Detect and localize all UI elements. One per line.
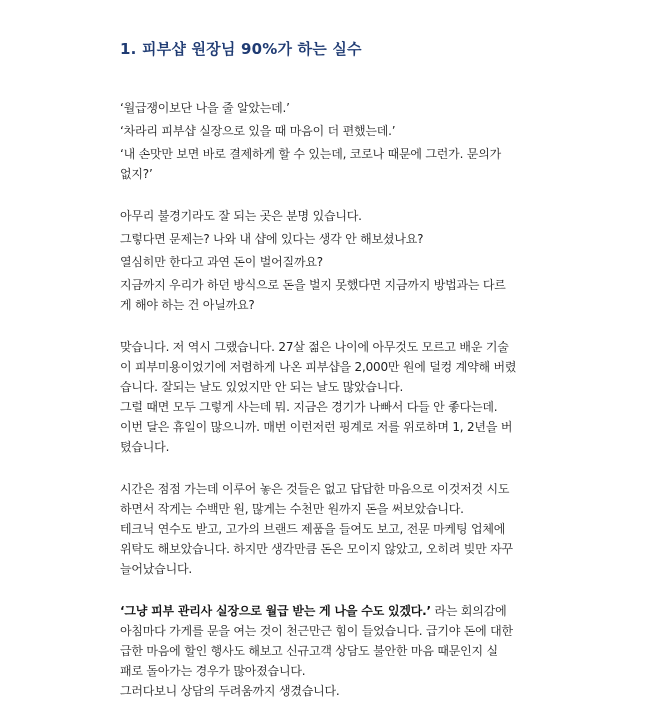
text-line: 늘어났습니다. xyxy=(120,562,192,576)
text-line: 맞습니다. 저 역시 그랬습니다. 27살 젊은 나이에 아무것도 모르고 배운 기술 xyxy=(120,340,509,354)
text-line: 위탁도 해보았습니다. 하지만 생각만큼 돈은 모이지 않았고, 오히려 빚만 자꾸 xyxy=(120,542,513,556)
text-line: 습니다. 잘되는 날도 있었지만 안 되는 날도 많았습니다. xyxy=(120,380,404,394)
text-line: 시간은 점점 가는데 이루어 놓은 것들은 없고 답답한 마음으로 이것저것 시도 xyxy=(120,482,510,496)
text-line: 지금까지 우리가 하던 방식으로 돈을 벌지 못했다면 지금까지 방법과는 다르 xyxy=(120,278,506,292)
text-line: 이번 달은 휴일이 많으니까. 매번 이런저런 핑계로 저를 위로하며 1, 2년을 버 xyxy=(120,420,513,434)
text-line: 아침마다 가게를 문을 여는 것이 천근만근 힘이 들었습니다. 급기야 돈에 대한 xyxy=(120,624,513,638)
paragraph-3 xyxy=(120,337,550,457)
text-line: ‘차라리 피부샵 실장으로 있을 때 마음이 더 편했는데.’ xyxy=(120,124,396,138)
text-line: 그럴 때면 모두 그렇게 사는데 뭐. 지금은 경기가 나빠서 다들 안 좋다는데. xyxy=(120,400,498,414)
text-line: 패로 돌아가는 경우가 많아졌습니다. xyxy=(120,664,306,678)
text-line: 그러다보니 상담의 두려움까지 생겼습니다. xyxy=(120,684,340,698)
text-line: 텼습니다. xyxy=(120,440,170,454)
text-line: 급한 마음에 할인 행사도 해보고 신규고객 상담도 불안한 마음 때문인지 실 xyxy=(120,644,498,658)
text-line xyxy=(120,601,550,621)
paragraph-1 xyxy=(120,98,550,184)
paragraph-5 xyxy=(120,601,550,701)
text-line: 하면서 작게는 수백만 원, 많게는 수천만 원까지 돈을 써보았습니다. xyxy=(120,502,464,516)
text-line: 없지?’ xyxy=(120,167,153,181)
document-body xyxy=(120,98,550,723)
paragraph-2 xyxy=(120,206,550,315)
text-line: 테크닉 연수도 받고, 고가의 브랜드 제품을 들여도 보고, 전문 마케팅 업체에 xyxy=(120,522,506,536)
text-line: 열심히만 한다고 과연 돈이 벌어질까요? xyxy=(120,255,323,269)
text-fragment: 라는 회의감에 xyxy=(430,604,507,618)
text-line: ‘내 손맛만 보면 바로 결제하게 할 수 있는데, 코로나 때문에 그런가. 문의가 xyxy=(120,147,501,161)
bold-quote: ‘그냥 피부 관리사 실장으로 월급 받는 게 나을 수도 있겠다.’ xyxy=(120,604,431,618)
text-line: 아무리 불경기라도 잘 되는 곳은 분명 있습니다. xyxy=(120,209,362,223)
text-line: 그렇다면 문제는? 나와 내 샵에 있다는 생각 안 해보셨나요? xyxy=(120,232,424,246)
text-line: 게 해야 하는 건 아닐까요? xyxy=(120,298,255,312)
text-line: 이 피부미용이었기에 저렴하게 나온 피부샵을 2,000만 원에 덜컹 계약해 버렸 xyxy=(120,360,517,374)
paragraph-4 xyxy=(120,479,550,579)
section-title: 1. 피부샵 원장님 90%가 하는 실수 xyxy=(120,40,362,58)
text-line: ‘월급쟁이보단 나을 줄 알았는데.’ xyxy=(120,101,290,115)
